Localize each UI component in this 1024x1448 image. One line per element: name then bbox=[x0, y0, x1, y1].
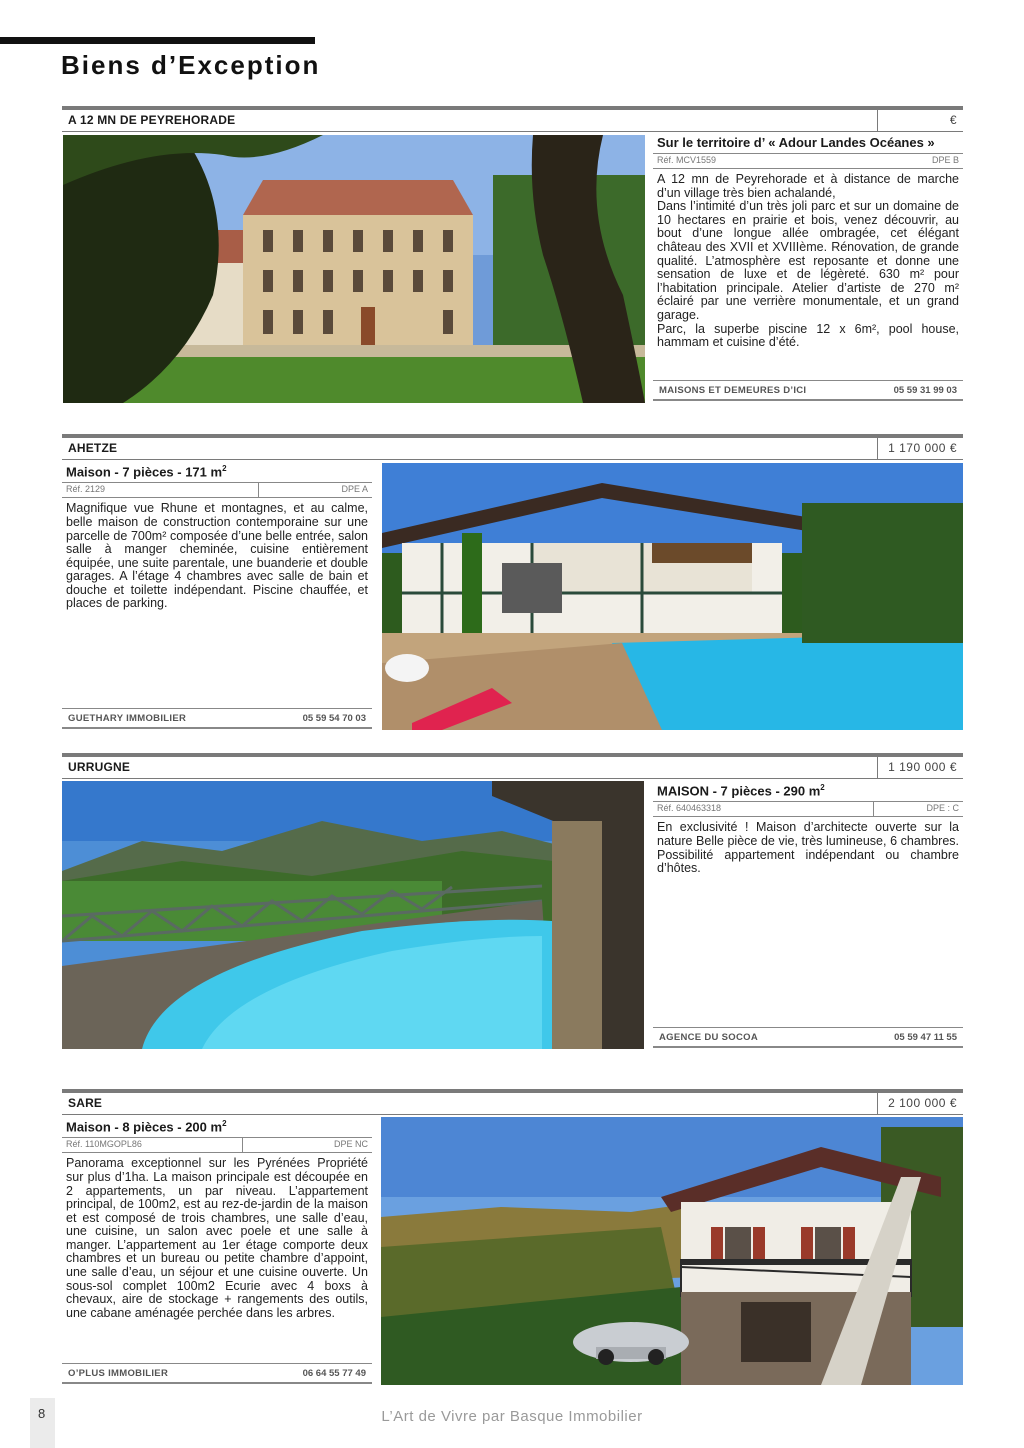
listing-price: 2 100 000 € bbox=[877, 1093, 963, 1114]
listing-photo[interactable] bbox=[63, 135, 645, 403]
description-paragraph: Panorama exceptionnel sur les Pyrénées Propriété sur plus d’1ha. La maison principale est découpée en 2 appartements, un par niveau. L’appartement principal, de 100m2, est au rez-de-jardin de la maison et est composé de trois chambres, une salle d’eau, une cuisine, un salon avec poele et une salle à manger. L’appartement au 1er étage comporte deux chambres et un bureau ou petite chambre d’appoint, une salle d’eau, un séjour et une cuisine ouverte. Un sous-sol complet 100m2 Ecurie avec 4 boxs à chevaux, aire de stockage + rangements des outils, une cabane aménagée perchée dans les arbres. bbox=[66, 1156, 368, 1320]
listing-sare[interactable] bbox=[62, 1089, 963, 1387]
listing-photo[interactable] bbox=[62, 781, 644, 1049]
listing-photo[interactable] bbox=[381, 1117, 963, 1385]
listing-title: Sur le territoire d’ « Adour Landes Océanes » bbox=[657, 135, 935, 150]
listing-dpe: DPE A bbox=[341, 484, 368, 495]
listing-price: 1 190 000 € bbox=[877, 757, 963, 778]
listing-title: Maison - 8 pièces - 200 $m^2$ bbox=[66, 1119, 227, 1135]
footer-text: L’Art de Vivre par Basque Immobilier bbox=[381, 1408, 643, 1425]
listing-description bbox=[657, 821, 959, 875]
listing-price: € bbox=[877, 110, 963, 131]
listing-location: SARE bbox=[68, 1096, 103, 1110]
agency-phone[interactable]: 05 59 54 70 03 bbox=[302, 713, 366, 724]
listing-description bbox=[66, 1157, 368, 1320]
agency-phone[interactable]: 05 59 31 99 03 bbox=[893, 385, 957, 396]
description-paragraph: Magnifique vue Rhune et montagnes, et au calme, belle maison de construction contemporaine sur une parcelle de 700m² composée d’une belle entrée, salon salle à manger cheminée, cuisine entièrement équipée, une suite parentale, une buanderie et double garages. A l’étage 4 chambres avec salle de bain et douche et toilette indépendant. Piscine chauffée, et places de parking. bbox=[66, 501, 368, 611]
agency-name: AGENCE DU SOCOA bbox=[659, 1032, 758, 1043]
listing-ref-row bbox=[62, 1137, 372, 1153]
listing-dpe: DPE : C bbox=[926, 803, 959, 814]
listing-peyrehorade[interactable] bbox=[62, 106, 963, 404]
listing-location: URRUGNE bbox=[68, 760, 131, 774]
listing-title: Maison - 7 pièces - 171 $m^2$ bbox=[66, 464, 227, 480]
chevron-right-icon[interactable]: › bbox=[678, 356, 687, 386]
listing-location: A 12 MN DE PEYREHORADE bbox=[68, 113, 236, 127]
listing-info bbox=[62, 464, 372, 611]
listing-header bbox=[62, 106, 963, 132]
agency-phone[interactable]: 06 64 55 77 49 bbox=[302, 1368, 366, 1379]
agency-row bbox=[653, 1027, 963, 1048]
description-paragraph: Dans l’intimité d’un très joli parc et sur un domaine de 10 hectares en prairie et bois, venez découvrir, au bout d’une longue allée ombragée, cet élégant château des XVII et XVIIIème. Rénovation, de grande qualité. L’atmosphère est reposante et donne une sensation de luxe et de légèreté. 630 m² pour l’habitation principale. Atelier d’artiste de 270 m² éclairé par une verrière monumentale, et un grand garage. bbox=[657, 199, 959, 322]
page-title: Biens d’Exception bbox=[61, 50, 321, 80]
listing-ref: Réf. 640463318 bbox=[657, 803, 722, 814]
agency-phone[interactable]: 05 59 47 11 55 bbox=[894, 1032, 957, 1043]
top-accent-bar bbox=[0, 37, 315, 44]
listing-urrugne[interactable] bbox=[62, 753, 963, 1051]
listing-location: AHETZE bbox=[68, 441, 118, 455]
listing-ref: Réf. 110MGOPL86 bbox=[66, 1139, 142, 1150]
listing-dpe: DPE NC bbox=[333, 1139, 368, 1150]
description-paragraph: A 12 mn de Peyrehorade et à distance de marche d’un village très bien achalandé, bbox=[657, 172, 959, 200]
listing-ref: Réf. MCV1559 bbox=[657, 155, 717, 165]
agency-name: GUETHARY IMMOBILIER bbox=[68, 713, 187, 724]
agency-row bbox=[653, 380, 963, 401]
listing-info bbox=[62, 1119, 372, 1320]
listing-description bbox=[657, 173, 959, 350]
listing-dpe: DPE B bbox=[931, 155, 959, 165]
listing-title: MAISON - 7 pièces - 290 $m^2$ bbox=[657, 783, 825, 799]
listing-ref: Réf. 2129 bbox=[66, 484, 106, 495]
agency-row bbox=[62, 1363, 372, 1384]
agency-row bbox=[62, 708, 372, 729]
agency-name: MAISONS ET DEMEURES D’ICI bbox=[659, 385, 807, 396]
listing-info bbox=[653, 135, 963, 350]
listing-ref-row bbox=[653, 153, 963, 169]
listing-price: 1 170 000 € bbox=[877, 438, 963, 459]
listing-info bbox=[653, 783, 963, 876]
listing-ref-row bbox=[62, 482, 372, 498]
listing-header bbox=[62, 1089, 963, 1115]
agency-name: O’PLUS IMMOBILIER bbox=[68, 1368, 169, 1379]
listing-ahetze[interactable] bbox=[62, 434, 963, 732]
listing-header bbox=[62, 434, 963, 460]
listing-photo[interactable] bbox=[382, 463, 963, 730]
listing-description bbox=[66, 502, 368, 611]
page-number: 8 bbox=[38, 1406, 46, 1421]
description-paragraph: En exclusivité ! Maison d’architecte ouverte sur la nature Belle pièce de vie, très lumineuse, 6 chambres. Possibilité appartement indépendant ou chambre d’hôtes. bbox=[657, 820, 959, 876]
description-paragraph: Parc, la superbe piscine 12 x 6m², pool house, hammam et cuisine d’été. bbox=[657, 321, 959, 350]
listing-header bbox=[62, 753, 963, 779]
listing-ref-row bbox=[653, 801, 963, 817]
